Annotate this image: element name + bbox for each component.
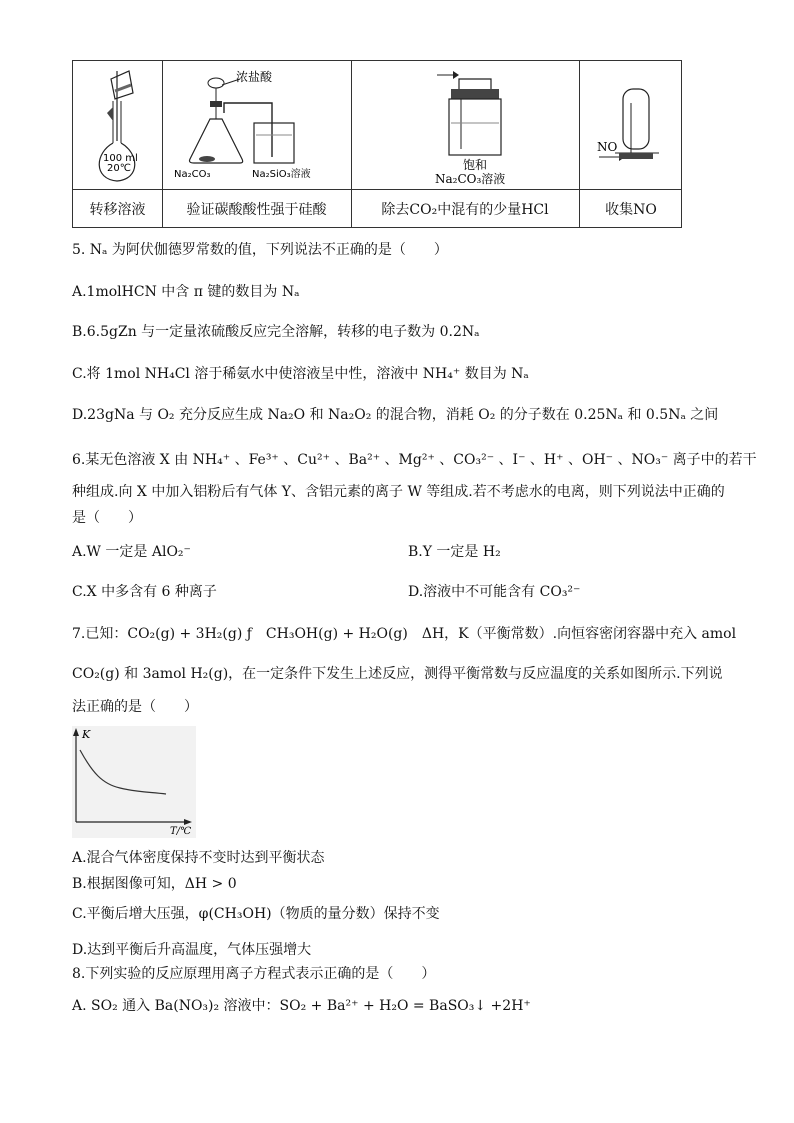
q8-option-a: A. SO₂ 通入 Ba(NO₃)₂ 溶液中：SO₂ + Ba²⁺ + H₂O = BaSO₃↓ +2H⁺ <box>72 998 531 1014</box>
gas-washing-bottle-figure <box>351 61 579 189</box>
q5-option-d: D.23gNa 与 O₂ 充分反应生成 Na₂O 和 Na₂O₂ 的混合物，消耗 O₂ 的分子数在 0.25Nₐ 和 0.5Nₐ 之间 <box>72 407 719 423</box>
q6-stem-line1: 6.某无色溶液 X 由 NH₄⁺ 、Fe³⁺ 、Cu²⁺ 、Ba²⁺ 、Mg²⁺ 、CO₃²⁻ 、I⁻ 、H⁺ 、OH⁻ 、NO₃⁻ 离子中的若干 <box>72 452 757 468</box>
graph-x-label: T/℃ <box>170 826 192 837</box>
q6-option-a: A.W 一定是 AlO₂⁻ <box>72 544 191 560</box>
na2co3-label: Na₂CO₃ <box>174 169 211 180</box>
q7-stem-line3: 法正确的是（ ） <box>72 699 198 715</box>
experiment-table <box>72 60 682 228</box>
q7-option-a: A.混合气体密度保持不变时达到平衡状态 <box>72 850 325 866</box>
q5-stem: 5. Nₐ 为阿伏伽德罗常数的值，下列说法不正确的是（ ） <box>72 242 448 258</box>
na2co3-solution-label: Na₂CO₃溶液 <box>435 172 506 186</box>
q8-stem: 8.下列实验的反应原理用离子方程式表示正确的是（ ） <box>72 966 436 982</box>
flask-volume-label: 100 ml <box>103 153 138 164</box>
q5-option-a: A.1molHCN 中含 π 键的数目为 Nₐ <box>72 284 300 300</box>
carbonic-silicic-apparatus-figure <box>162 61 351 189</box>
q7-stem-line1: 7.已知：CO₂(g) + 3H₂(g) ƒ CH₃OH(g) + H₂O(g) ΔH，K（平衡常数）.向恒容密闭容器中充入 amol <box>72 626 737 642</box>
q6-stem-line2: 种组成.向 X 中加入铝粉后有气体 Y、含铝元素的离子 W 等组成.若不考虑水的电离，则下列说法中正确的 <box>72 484 725 500</box>
q5-option-c: C.将 1mol NH₄Cl 溶于稀氨水中使溶液呈中性，溶液中 NH₄⁺ 数目为 Nₐ <box>72 366 529 382</box>
collect-no-figure <box>579 61 683 189</box>
q6-option-b: B.Y 一定是 H₂ <box>408 544 501 560</box>
k-curve <box>80 750 166 794</box>
no-gas-label: NO <box>597 140 618 154</box>
q7-option-c: C.平衡后增大压强，φ(CH₃OH)（物质的量分数）保持不变 <box>72 906 440 922</box>
q7-option-b: B.根据图像可知，ΔH > 0 <box>72 876 237 892</box>
graph-y-label: K <box>82 728 91 741</box>
transfer-solution-figure <box>73 61 162 189</box>
caption-remove-hcl: 除去CO₂中混有的少量HCl <box>381 202 549 218</box>
caption-transfer-solution: 转移溶液 <box>89 202 146 218</box>
q6-option-d: D.溶液中不可能含有 CO₃²⁻ <box>408 584 581 600</box>
q6-option-c: C.X 中多含有 6 种离子 <box>72 584 217 600</box>
caption-verify-acidity: 验证碳酸酸性强于硅酸 <box>186 202 327 218</box>
k-vs-temperature-graph <box>72 726 196 838</box>
conc-hcl-label: 浓盐酸 <box>236 70 273 84</box>
q6-stem-line3: 是（ ） <box>72 510 142 526</box>
saturated-label: 饱和 <box>463 158 488 172</box>
q7-option-d: D.达到平衡后升高温度，气体压强增大 <box>72 942 312 958</box>
flask-temp-label: 20℃ <box>107 163 131 174</box>
q7-stem-line2: CO₂(g) 和 3amol H₂(g)，在一定条件下发生上述反应，测得平衡常数与反应温度的关系如图所示.下列说 <box>72 666 723 682</box>
na2sio3-label: Na₂SiO₃溶液 <box>252 169 311 180</box>
caption-collect-no: 收集NO <box>605 202 657 218</box>
q5-option-b: B.6.5gZn 与一定量浓硫酸反应完全溶解，转移的电子数为 0.2Nₐ <box>72 324 480 340</box>
